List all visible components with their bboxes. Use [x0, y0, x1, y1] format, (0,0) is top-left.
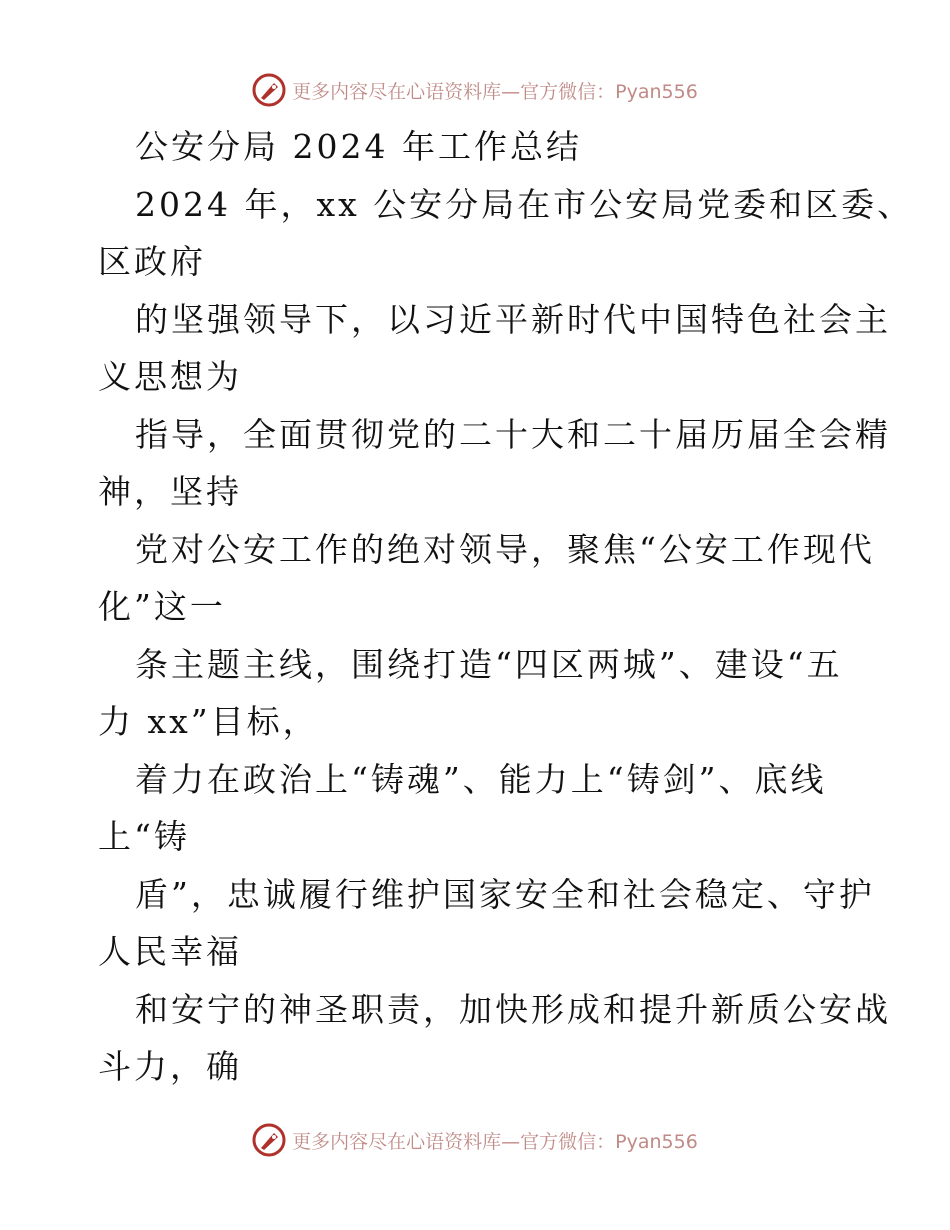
document-body [98, 118, 914, 1096]
paragraph-line: 区政府 [98, 242, 206, 281]
paragraph-line: 的坚强领导下，以习近平新时代中国特色社会主 [135, 299, 891, 339]
paragraph-line: 盾”，忠诚履行维护国家安全和社会稳定、守护 [135, 874, 875, 914]
pen-nib-logo-icon [252, 1123, 286, 1157]
paragraph-line: 2024 年，xx 公安分局在市公安局党委和区委、 [135, 184, 914, 224]
paragraph-line: 和安宁的神圣职责，加快形成和提升新质公安战 [135, 989, 891, 1029]
paragraph-line: 力 xx”目标， [98, 702, 319, 741]
paragraph-line: 神，坚持 [98, 472, 242, 511]
paragraph-line: 上“铸 [98, 817, 190, 856]
paragraph-line: 义思想为 [98, 357, 242, 396]
document-title: 公安分局 2024 年工作总结 [135, 127, 582, 166]
paragraph-line: 着力在政治上“铸魂”、能力上“铸剑”、底线 [135, 759, 827, 799]
watermark-text: 更多内容尽在心语资料库—官方微信：Pyan556 [292, 1130, 698, 1153]
paragraph-line: 指导，全面贯彻党的二十大和二十届历届全会精 [135, 414, 891, 454]
watermark-banner-bottom [0, 1120, 950, 1160]
watermark-group [252, 1123, 698, 1157]
paragraph-line: 人民幸福 [98, 932, 242, 971]
watermark-banner-top [0, 70, 950, 110]
paragraph-line: 化”这一 [98, 587, 226, 626]
watermark-text: 更多内容尽在心语资料库—官方微信：Pyan556 [292, 80, 698, 103]
paragraph-line: 斗力，确 [98, 1047, 242, 1086]
watermark-group [252, 73, 698, 107]
paragraph-line: 条主题主线，围绕打造“四区两城”、建设“五 [135, 644, 843, 684]
paragraph-line: 党对公安工作的绝对领导，聚焦“公安工作现代 [135, 529, 875, 569]
pen-nib-logo-icon [252, 73, 286, 107]
